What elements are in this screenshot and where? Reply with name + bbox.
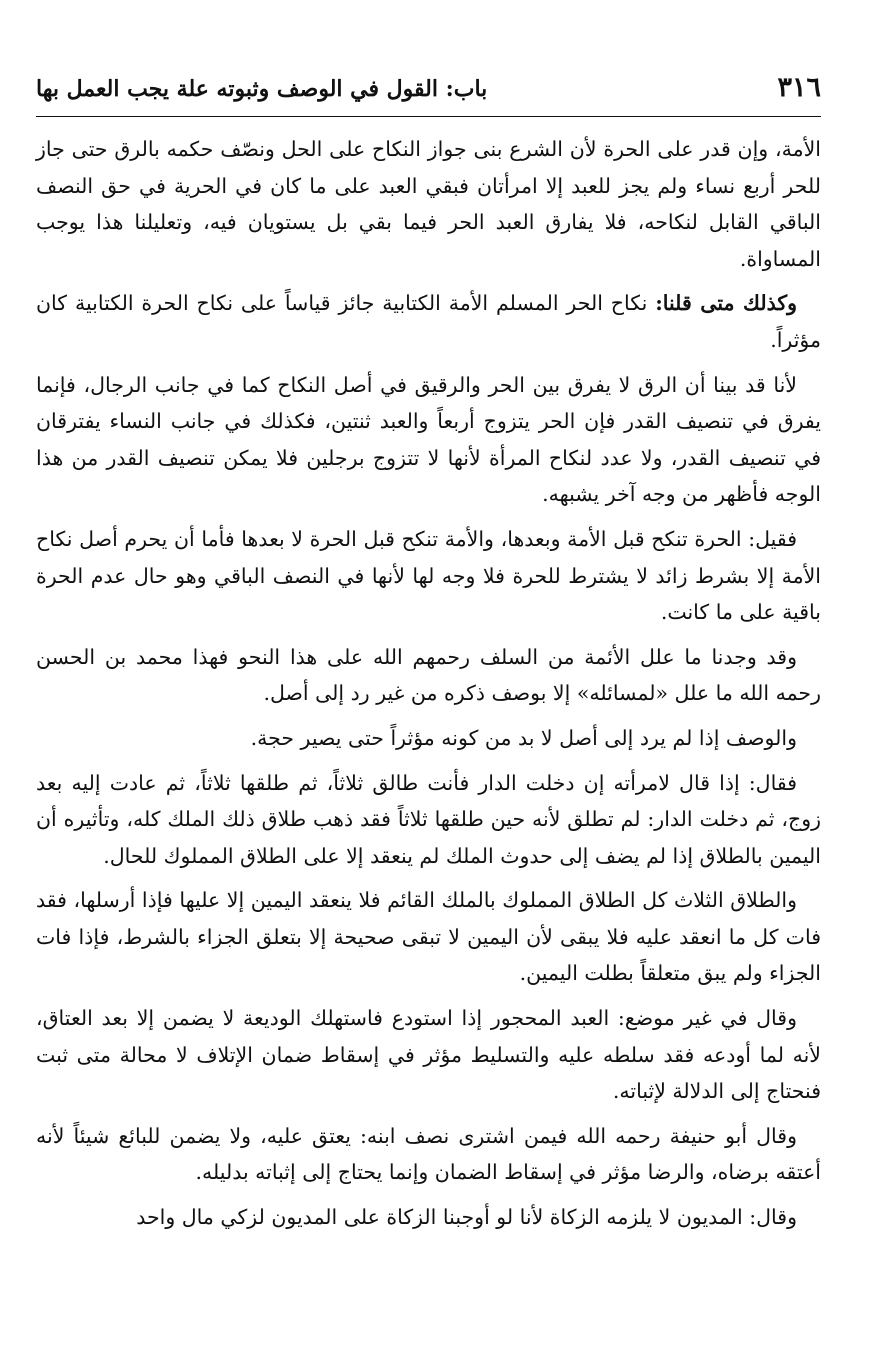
paragraph [36,1000,821,1110]
paragraph [36,882,821,992]
running-title: باب: القول في الوصف وثبوته علة يجب العمل بها [36,76,488,102]
paragraph-text: فقيل: الحرة تنكح قبل الأمة وبعدها، والأمة تنكح قبل الحرة لا بعدها فأما أن يحرم أصل نكاح الأمة إلا بشرط زائد لا يشترط للحرة فلا وجه لها لأنها في النصف الباقي وهو حال عدم الحرة باقية على ما كانت. [36,526,821,625]
paragraph-text: فقال: إذا قال لامرأته إن دخلت الدار فأنت طالق ثلاثاً، ثم طلقها ثلاثاً، ثم عادت إليه بعد زوج، ثم دخلت الدار: لم تطلق لأنه حين طلقها ثلاثاً فقد ذهب طلاق ذلك الملك كله، وتأثيره أن اليمين بالطلاق إذا لم يضف إلى حدوث الملك لم ينعقد إلا على الطلاق المملوك للحال. [36,770,821,868]
paragraph [36,521,821,631]
body-text [36,131,821,1236]
paragraph-text: لأنا قد بينا أن الرق لا يفرق بين الحر والرقيق في أصل النكاح كما في جانب الرجال، فإنما يفرق في تنصيف القدر فإن الحر يتزوج أربعاً والعبد ثنتين، فكذلك في جانب النساء يفترقان في تنصيف القدر، ولا عدد لنكاح المرأة لأنها لا تتزوج برجلين فلا يمكن تنصيف القدر من هذا الوجه فأظهر من وجه آخر يشبهه. [36,372,821,507]
paragraph-text: وقال في غير موضع: العبد المحجور إذا استودع فاستهلك الوديعة لا يضمن إلا بعد العتاق، لأنه لما أودعه فقد سلطه عليه والتسليط مؤثر في إسقاط ضمان الإتلاف لا محالة متى ثبت فنحتاج إلى الدلالة لإثباته. [36,1006,821,1104]
paragraph [36,131,821,277]
paragraph [36,765,821,875]
paragraph-text: وقال أبو حنيفة رحمه الله فيمن اشترى نصف ابنه: يعتق عليه، ولا يضمن للبائع شيئاً لأنه أعتقه برضاه، والرضا مؤثر في إسقاط الضمان وإنما يحتاج إلى إثباته بدليله. [36,1123,821,1185]
paragraph [36,720,821,757]
book-page [36,70,821,1360]
paragraph-text: وقال: المديون لا يلزمه الزكاة لأنا لو أوجبنا الزكاة على المديون لزكي مال واحد [136,1205,797,1230]
paragraph-text: والوصف إذا لم يرد إلى أصل لا بد من كونه مؤثراً حتى يصير حجة. [250,725,797,750]
paragraph [36,285,821,358]
paragraph-lead: وكذلك متى قلنا: [655,291,797,316]
paragraph-text: وقد وجدنا ما علل الأئمة من السلف رحمهم الله على هذا النحو فهذا محمد بن الحسن رحمه الله ما علل «لمسائله» إلا بوصف ذكره من غير رد إلى أصل. [36,644,821,706]
paragraph [36,1199,821,1236]
page-number: ٣١٦ [777,72,821,103]
paragraph-text: والطلاق الثلاث كل الطلاق المملوك بالملك القائم فلا ينعقد اليمين إلا عليها فإذا أرسلها، فقد فات كل ما انعقد عليه فلا يبقى لأن اليمين لا تبقى صحيحة إلا بتعلق الجزاء بالشرط، فإذا فات الجزاء ولم يبق متعلقاً بطلت اليمين. [36,888,821,986]
paragraph [36,1118,821,1191]
paragraph [36,639,821,712]
paragraph [36,367,821,513]
paragraph-text: الأمة، وإن قدر على الحرة لأن الشرع بنى جواز النكاح على الحل ونصّف حكمه بالرق حتى جاز للحر أربع نساء ولم يجز للعبد إلا امرأتان فبقي العبد على ما كان في الحرية في حق النصف الباقي القابل لنكاحه، فلا يفارق العبد الحر فيما بقي بل يستويان فيه، وتعليلنا هذا يوجب المساواة. [36,137,821,271]
paragraph-text: نكاح الحر المسلم الأمة الكتابية جائز قياساً على نكاح الحرة الكتابية كان مؤثراً. [36,291,821,352]
page-header [36,70,821,117]
